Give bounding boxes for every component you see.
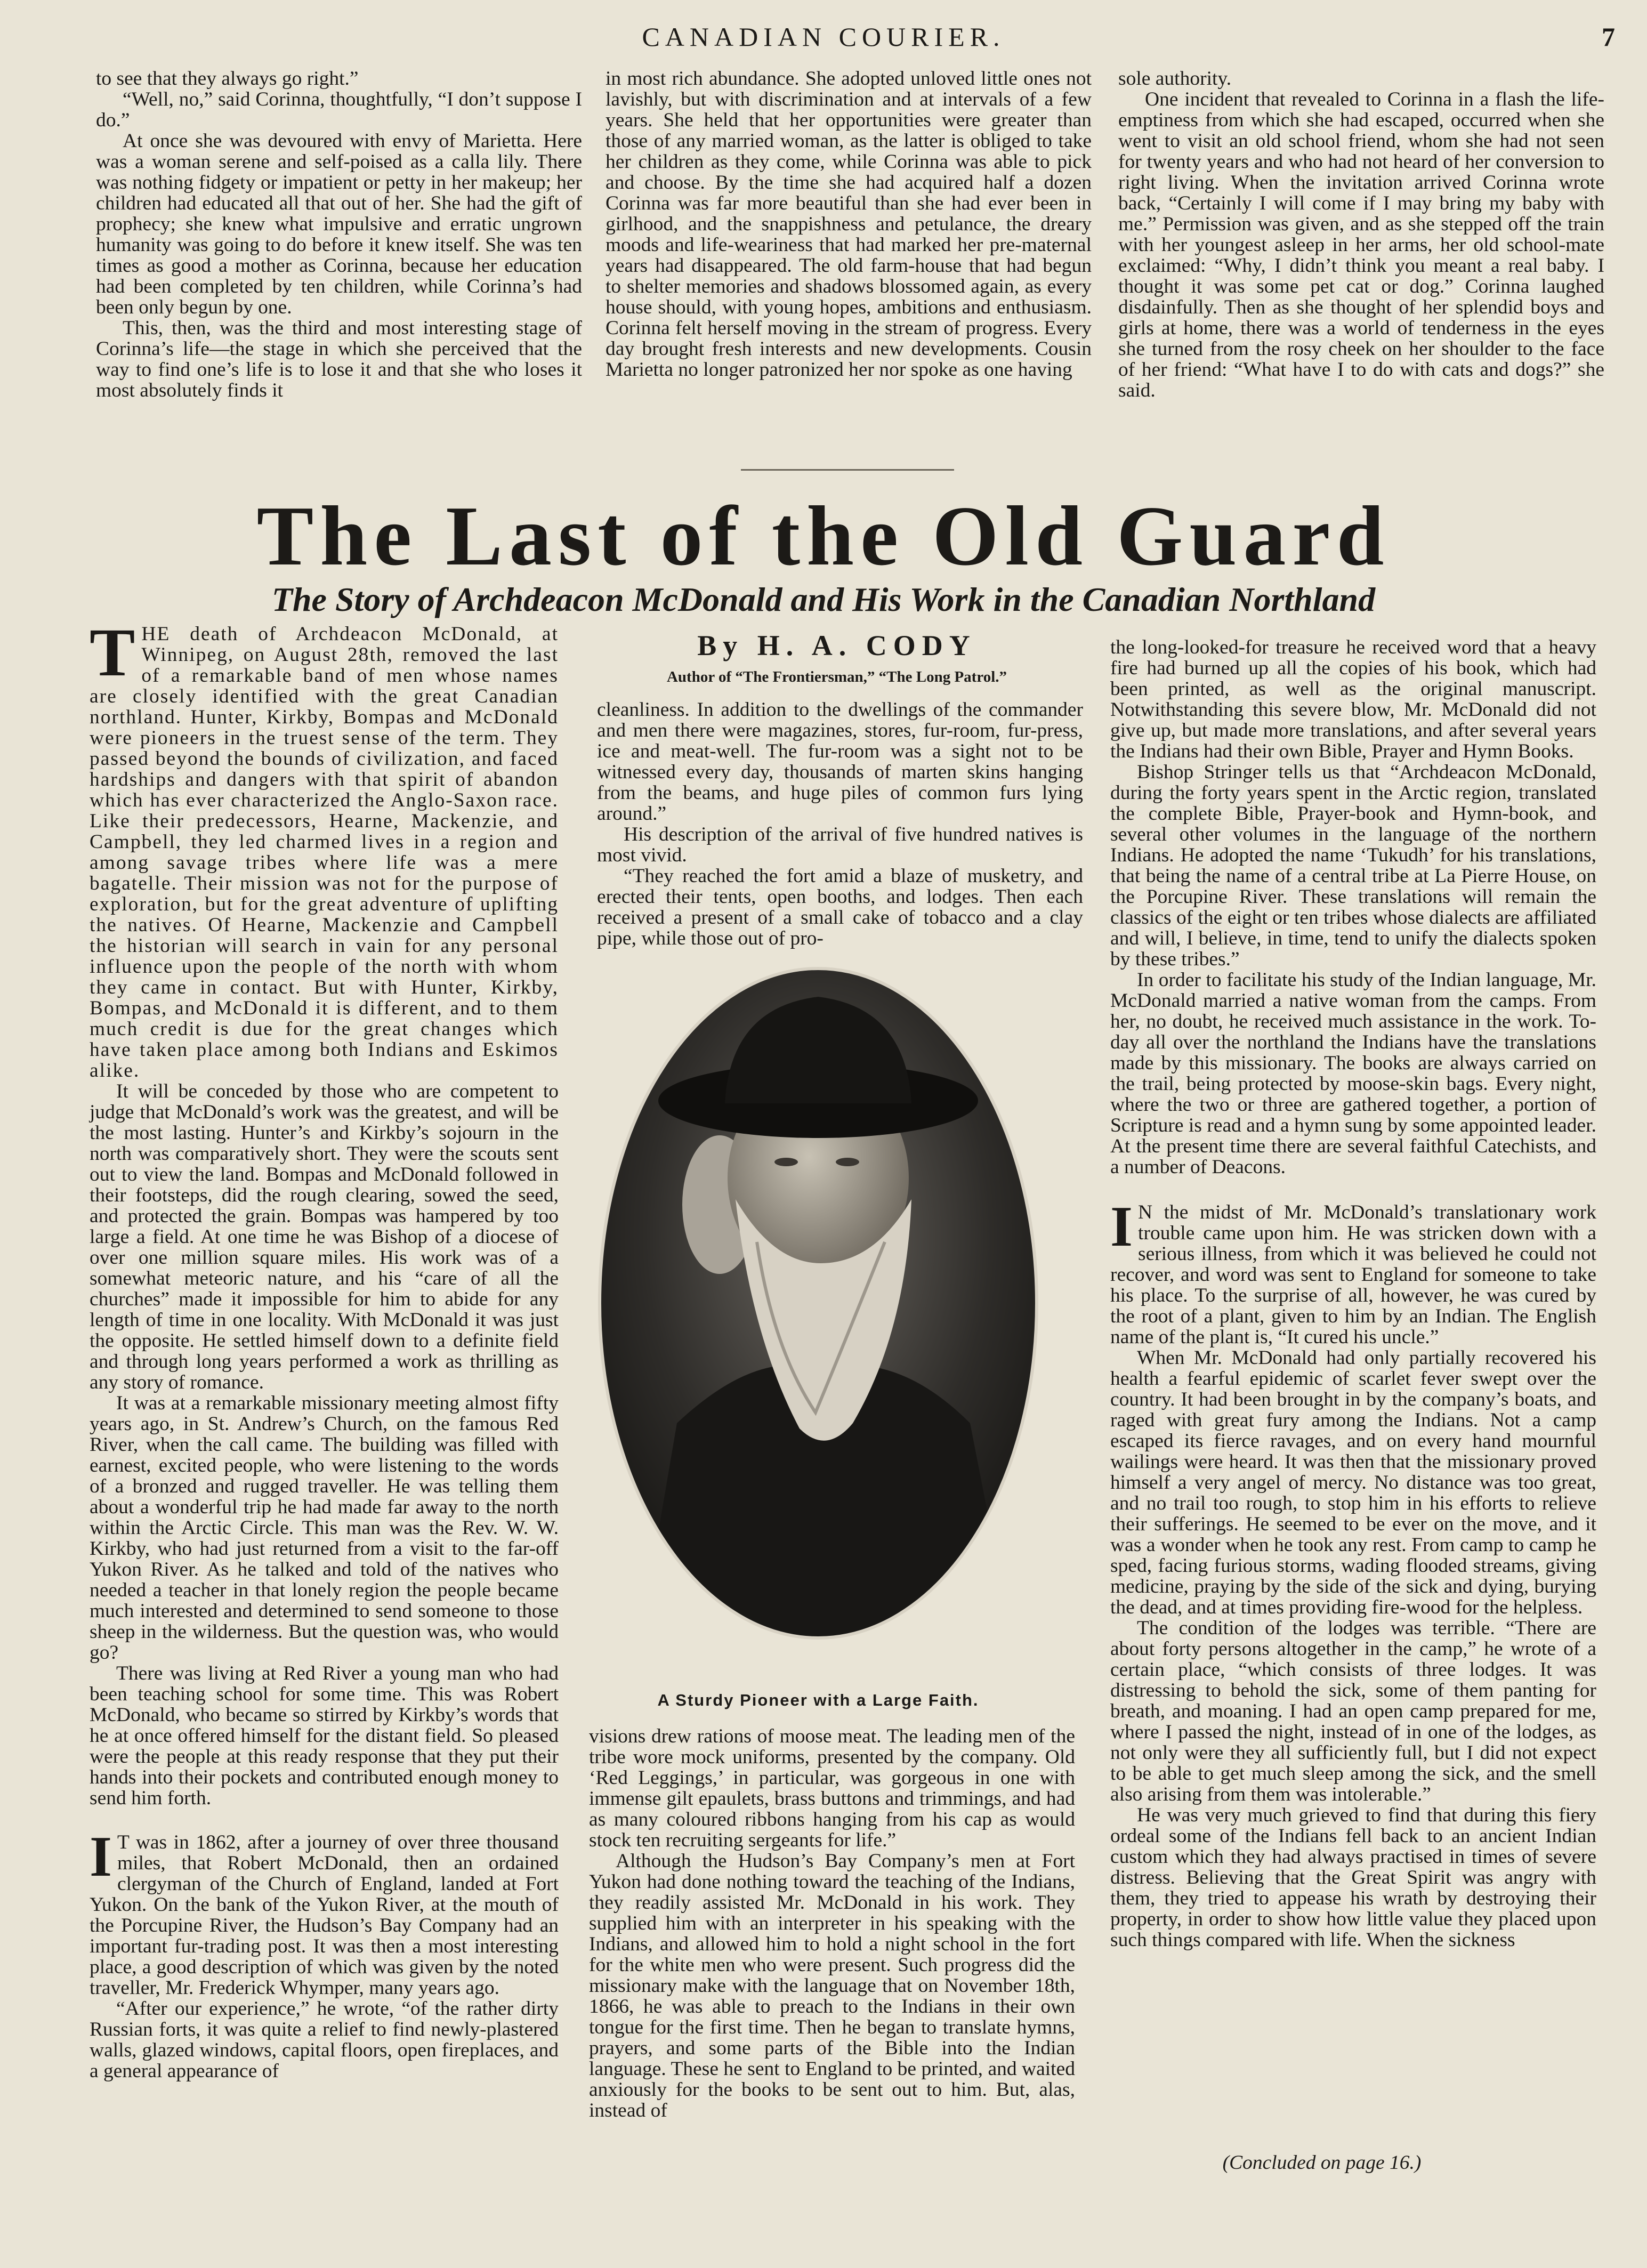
- paragraph: visions drew rations of moose meat. The leading men of the tribe wore mock uniforms, presented by the company. Old ‘Red Leggings,’ in particular, was gorgeous in one with immense gilt epaulets, brass buttons and trimmings, and had as many coloured ribbons hanging from his cap as would stock ten recruiting sergeants for life.”: [589, 1725, 1075, 1851]
- paragraph: In order to facilitate his study of the Indian language, Mr. McDonald married a native woman from the camps. From her, no doubt, he received much assistance in the work. To-day all over the northland the Indians have the translations made by this missionary. The books are always carried on the trail, being protected by moose-skin bags. Every night, where the two or three are gathered together, a portion of Scripture is read and a hymn sung by some appointed leader. At the present time there are several faithful Catechists, and a number of Deacons.: [1110, 969, 1596, 1178]
- paragraph: the long-looked-for treasure he received word that a heavy fire had burned up all the copies of his book, which had been printed, as well as the original manuscript. Notwithstanding this severe blow, Mr. McDonald did not give up, but made more translations, and after several years the Indians had their own Bible, Prayer and Hymn Books.: [1110, 636, 1596, 762]
- article-column-1: [90, 615, 559, 2082]
- paragraph: Bishop Stringer tells us that “Archdeacon McDonald, during the forty years spent in the Arctic region, translated the complete Bible, Prayer-book and Hymn-book, and several other volumes in the language of the northern Indians. He adopted the name ‘Tukudh’ for his translations, that being the name of a central tribe at La Pierre House, on the Porcupine River. These translations will remain the classics of the eight or ten tribes whose dialects are affiliated and will, I believe, in time, tend to unify the dialects spoken by these tribes.”: [1110, 761, 1596, 970]
- paragraph: in most rich abundance. She adopted unloved little ones not lavishly, but with discrimination and at intervals of a few years. She held that her opportunities were greater than those of any married woman, as the latter is obliged to take her children as they come, while Corinna was able to pick and choose. By the time she had acquired half a dozen Corinna was far more beautiful than she had ever been in girlhood, and the snappishness and petulance, the dreary moods and life-weariness that had marked her pre-maternal years had disappeared. The old farm-house that had begun to shelter memories and shadows blossomed again, as every house should, with young hopes, ambitions and enthusiasm. Corinna felt herself moving in the stream of progress. Every day brought fresh interests and new developments. Cousin Marietta no longer patronized her nor spoke as one having: [605, 68, 1092, 381]
- drop-cap: I: [90, 1825, 112, 1888]
- article-column-2-bottom: [589, 1726, 1075, 2121]
- paragraph: There was living at Red River a young man who had been teaching school for some time. This was Robert McDonald, who became so stirred by Kirkby’s words that he at once offered himself for the distant field. So pleased were the people at this ready response that they put their hands into their pockets and contributed enough money to send him forth.: [90, 1662, 559, 1809]
- article-column-1-paragraphs-b: [90, 1998, 559, 2081]
- article-byline: By H. A. CODY: [697, 629, 976, 661]
- paragraph: cleanliness. In addition to the dwellings of the commander and men there were magazines, stores, fur-room, fur-press, ice and meat-well. The fur-room was a sight not to be witnessed every day, thousands of marten skins hanging from the beams, and huge piles of common furs lying around.”: [597, 699, 1083, 825]
- paragraph: His description of the arrival of five hundred natives is most vivid.: [597, 824, 1083, 866]
- article-section-paragraph: I T was in 1862, after a journey of over three thousand miles, that Robert McDonald, then an ordained clergyman of the Church of England, landed at Fort Yukon. On the bank of the Yukon River, at the mouth of the Porcupine River, the Hudson’s Bay Company had an important fur-trading post. It was then a most interesting place, a good description of which was given by the noted traveller, Mr. Frederick Whymper, many years ago.: [90, 1825, 559, 1999]
- article-column-3: [1110, 637, 1596, 1950]
- paragraph: sole authority.: [1118, 68, 1232, 90]
- article-column-1-paragraphs: [90, 1081, 559, 1809]
- article-column-3-paragraphs: [1110, 637, 1596, 1177]
- paragraph: At once she was devoured with envy of Marietta. Here was a woman serene and self-poised as a calla lily. There was nothing fidgety or impatient or petty in her makeup; her children had educated all that out of her. She had the gift of prophecy; she knew what impulsive and erratic ungrown humanity was going to do before it knew itself. She was ten times as good a mother as Corinna, because her education had been completed by ten children, while Corinna’s had been only begun by one.: [96, 130, 582, 318]
- photo-caption: A Sturdy Pioneer with a Large Faith.: [657, 1691, 979, 1709]
- paragraph: This, then, was the third and most interesting stage of Corinna’s life—the stage in which she perceived that the way to find one’s life is to lose it and that she who loses it most absolutely finds it: [96, 317, 582, 401]
- portrait-photo: [597, 965, 1039, 1642]
- paragraph: It was at a remarkable missionary meeting almost fifty years ago, in St. Andrew’s Church, on the famous Red River, when the call came. The building was filled with earnest, excited people, who were listening to the words of a bronzed and rugged traveller. He was telling them about a wonderful trip he had made far away to the north within the Arctic Circle. This man was the Rev. W. W. Kirkby, who had just returned from a visit to the far-off Yukon River. As he talked and told of the natives who needed a teacher in that lonely region the people became much interested and determined to send someone to those sheep in the wilderness. But the question was, who would go?: [90, 1392, 559, 1664]
- paragraph: It will be conceded by those who are competent to judge that McDonald’s work was the greatest, and will be the most lasting. Hunter’s and Kirkby’s sojourn in the north was comparatively short. They were the scouts sent out to view the land. Bompas and McDonald followed in their footsteps, did the rough clearing, sowed the seed, and protected the grain. Bompas was hampered by too large a field. At one time he was Bishop of a diocese of over one million square miles. His work was of a somewhat meteoric nature, and his “care of all the churches” made it impossible for him to abide for any length of time in one locality. With McDonald it was just the opposite. He settled himself down to a definite field and through long years performed a work as thrilling as any story of romance.: [90, 1080, 559, 1393]
- author-note: Author of “The Frontiersman,” “The Long Patrol.”: [666, 668, 1007, 685]
- paragraph: He was very much grieved to find that during this fiery ordeal some of the Indians fell back to an ancient Indian custom which they had always practised in times of severe distress. Believing that the Great Spirit was angry with them, they tried to appease his wrath by destroying their property, in order to show how little value they placed upon such things compared with life. When the sickness: [1110, 1804, 1596, 1951]
- top-story-column-2: [605, 68, 1092, 380]
- paragraph: to see that they always go right.”: [96, 68, 359, 90]
- article-title: The Last of the Old Guard: [256, 488, 1391, 583]
- paragraph: One incident that revealed to Corinna in a flash the life-emptiness from which she had escaped, occurred when she went to visit an old school friend, whom she had not seen for twenty years and who had not heard of her conversion to right living. When the invitation arrived Corinna wrote back, “Certainly I will come if I may bring my baby with me.” Permission was given, and as she stepped off the train with her youngest asleep in her arms, her old school-mate exclaimed: “Why, I didn’t think you meant a real baby. I thought it was some pet cat or dog.” Corinna laughed disdainfully. Then as she thought of her splendid boys and girls at home, there was a world of tenderness in the eyes she turned from the rosy cheek on her shoulder to the face of her friend: “What have I to do with cats and dogs?” she said.: [1118, 88, 1604, 401]
- top-story-column-1: [96, 68, 582, 401]
- continuation-note: (Concluded on page 16.): [1222, 2152, 1422, 2174]
- article-subtitle: The Story of Archdeacon McDonald and His Work in the Canadian Northland: [271, 580, 1376, 618]
- paragraph: When Mr. McDonald had only partially recovered his health a fearful epidemic of scarlet fever swept over the country. It had been brought in by the company’s boats, and raged with great fury among the Indians. Not a camp escaped its fierce ravages, and on every hand mournful wailings were heard. It was then that the missionary proved himself a very angel of mercy. No distance was too great, and no trail too rough, to stop him in his efforts to relieve their sufferings. He seemed to be ever on the move, and it was a wonder when he took any rest. From camp to camp he sped, facing furious storms, wading flooded streams, giving medicine, praying by the side of the sick and dying, burying the dead, and at times providing fire-wood for the helpless.: [1110, 1347, 1596, 1618]
- article-column-3-paragraphs-b: [1110, 1347, 1596, 1950]
- paragraph: The condition of the lodges was terrible. “There are about forty persons altogether in the camp,” he wrote of a certain place, “which consists of three lodges. It was distressing to behold the sick, some of them panting for breath, and moaning. I had an open camp prepared for me, where I passed the night, instead of in one of the lodges, as not only were they all sufficiently full, but I did not expect to be able to get much sleep among the sick, and the smell also arising from them was intolerable.”: [1110, 1617, 1596, 1805]
- masthead: CANADIAN COURIER.: [642, 22, 1005, 52]
- paragraph: “They reached the fort amid a blaze of musketry, and erected their tents, open booths, and lodges. Then each received a present of a small cake of tobacco and a clay pipe, while those out of pro-: [597, 865, 1083, 949]
- top-story-column-3: [1118, 68, 1604, 401]
- paragraph: “Well, no,” said Corinna, thoughtfully, “I don’t suppose I do.”: [96, 88, 582, 131]
- article-column-2-top: [597, 699, 1083, 949]
- page-number: 7: [1602, 22, 1615, 52]
- article-section-paragraph-2: I N the midst of Mr. McDonald’s translationary work trouble came upon him. He was stricken down with a serious illness, from which it was believed he could not recover, and word was sent to England for someone to take his place. To the surprise of all, however, he was cured by the root of a plant, given to him by an Indian. The English name of the plant is, “It cured his uncle.”: [1110, 1195, 1596, 1348]
- paragraph: Although the Hudson’s Bay Company’s men at Fort Yukon had done nothing toward the teaching of the Indians, they readily assisted Mr. McDonald in his work. They supplied him with an interpreter in his speaking with the Indians, and allowed him to hold a night school in the fort for the white men who were present. Such progress did the missionary make with the language that on November 18th, 1866, he was able to preach to the Indians in their own tongue for the first time. Then he began to translate hymns, prayers, and some parts of the Bible into the Indian language. These he sent to England to be printed, and waited anxiously for the books to be sent out to him. But, alas, instead of: [589, 1850, 1075, 2121]
- drop-cap: I: [1110, 1195, 1133, 1258]
- section-divider: [741, 469, 954, 471]
- article-opening-paragraph: THE death of Archdeacon McDonald, at Winnipeg, on August 28th, removed the last of a remarkable band of men whose names are closely identified with the great Canadian northland. Hunter, Kirkby, Bompas and McDonald were pioneers in the truest sense of the term. They passed beyond the bounds of civilization, and faced hardships and dangers with that spirit of abandon which has ever characterized the Anglo-Saxon race. Like their predecessors, Hearne, Mackenzie, and Campbell, they led charmed lives in a region and among savage tribes where life was a mere bagatelle. Their mission was not for the purpose of exploration, but for the great adventure of uplifting the natives. Of Hearne, Mackenzie and Campbell the historian will search in vain for any personal influence upon the people of the north with whom they came in contact. But with Hunter, Kirkby, Bompas, and McDonald it is different, and to them much credit is due for the great changes which have taken place among both Indians and Eskimos alike.: [90, 615, 559, 1081]
- drop-cap: T: [90, 615, 135, 690]
- page-header: [0, 21, 1647, 59]
- paragraph: “After our experience,” he wrote, “of the rather dirty Russian forts, it was quite a relief to find newly-plastered walls, glazed windows, capital floors, open fireplaces, and a general appearance of: [90, 1998, 559, 2082]
